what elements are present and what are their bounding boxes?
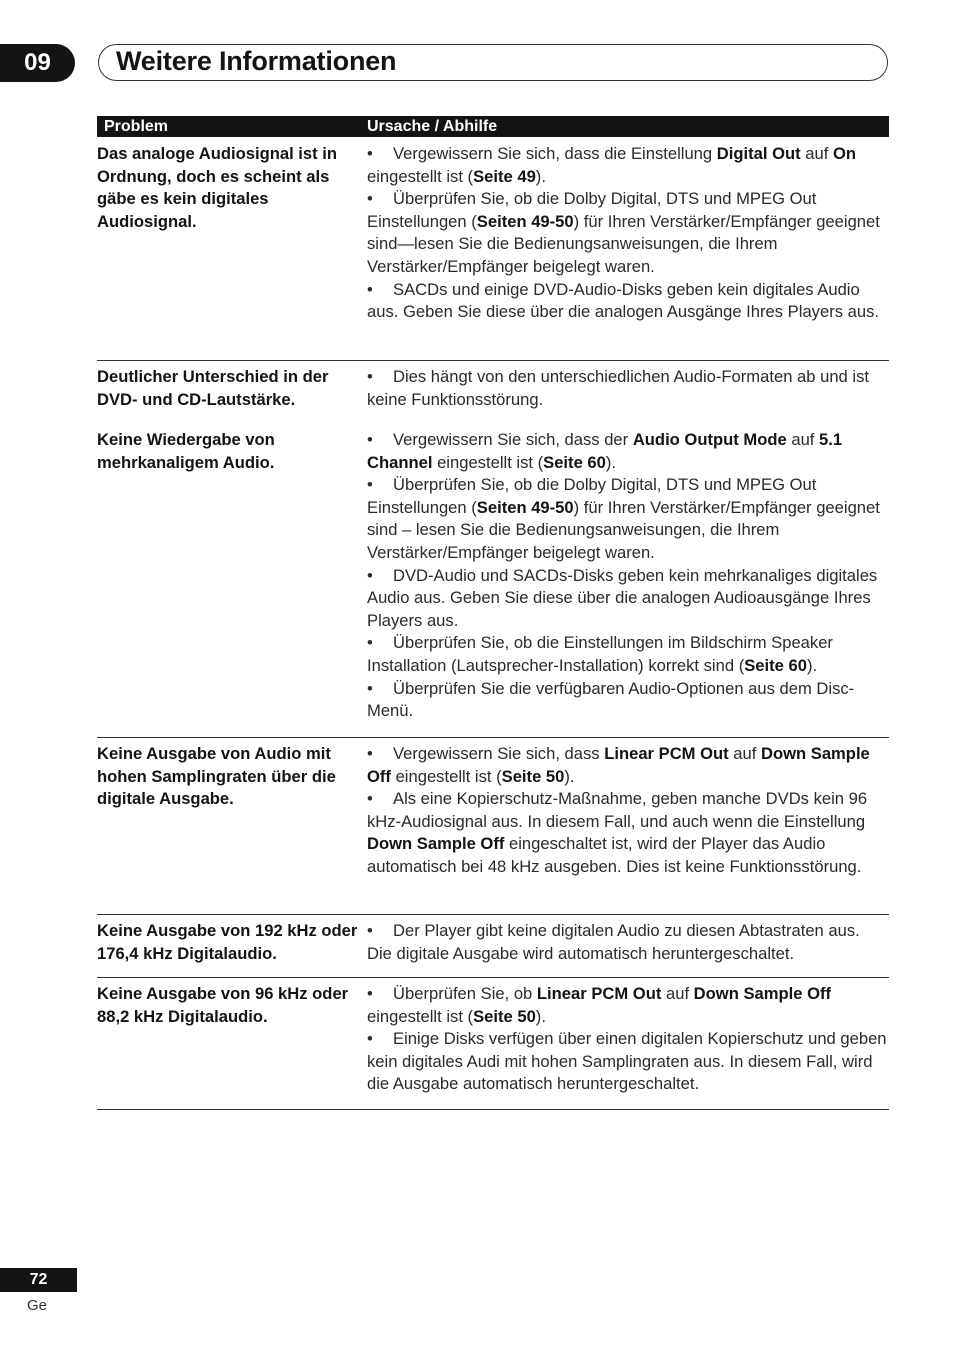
table-row [97,366,889,426]
remedy-text [367,366,889,411]
remedy-text [367,143,889,324]
bullet-icon: • [367,921,373,940]
bullet-icon: • [367,475,373,495]
table-row [97,983,889,1110]
table-row [97,743,889,915]
language-code: Ge [27,1297,48,1314]
bullet-icon: • [367,744,373,763]
remedy-bullet: • Überprüfen Sie, ob die Dolby Digital, DTS und MPEG Out Einstellungen (Seiten 49-50) für Ihren Verstärker/Empfänger geeignet sind—lesen Sie die Bedienungsanweisungen, die Ihrem Verstärker/Empfänger beigelegt waren. [367,189,880,276]
remedy-bullet: • Vergewissern Sie sich, dass Linear PCM Out auf Down Sample Off eingestellt ist (Seite 50). [367,744,870,786]
bullet-icon: • [367,1029,373,1049]
problem-text: Keine Ausgabe von 96 kHz oder 88,2 kHz Digitalaudio. [97,984,349,1026]
bullet-icon: • [367,189,373,209]
bullet-icon: • [367,789,373,809]
page-number: 72 [0,1268,77,1292]
table-row [97,143,889,361]
table-header [97,116,889,137]
bullet-icon: • [367,367,373,386]
bullet-icon: • [367,678,373,698]
remedy-bullet: • Dies hängt von den unterschiedlichen Audio-Formaten ab und ist keine Funktionsstörung. [367,367,869,409]
problem-text: Keine Wiedergabe von mehrkanaligem Audio. [97,430,275,472]
remedy-bullet: • DVD-Audio und SACDs-Disks geben kein mehrkanaliges digitales Audio aus. Geben Sie diese über die analogen Audioausgänge Ihres Players aus. [367,565,878,630]
remedy-bullet: • SACDs und einige DVD-Audio-Disks geben kein digitales Audio aus. Geben Sie diese über die analogen Ausgänge Ihres Players aus. [367,279,879,322]
column-header-problem: Problem [104,118,169,135]
bullet-icon: • [367,279,373,299]
remedy-bullet: • Vergewissern Sie sich, dass der Audio Output Mode auf 5.1 Channel eingestellt ist (Seite 60). [367,430,843,472]
remedy-bullet: • Vergewissern Sie sich, dass die Einstellung Digital Out auf On eingestellt ist (Seite 49). [367,144,856,186]
remedy-bullet: • Als eine Kopierschutz-Maßnahme, geben manche DVDs kein 96 kHz-Audiosignal aus. In diesem Fall, und auch wenn die Einstellung Down Sample Off eingeschaltet ist, wird der Player das Audio automatisch bei 48 kHz ausgeben. Dies ist keine Funktionsstörung. [367,789,868,876]
remedy-text [367,429,889,723]
remedy-text [367,920,889,965]
remedy-text [367,743,889,879]
bullet-icon: • [367,984,373,1003]
chapter-number-badge: 09 [0,44,75,82]
column-header-cause: Ursache / Abhilfe [367,118,498,135]
chapter-title: Weitere Informationen [116,46,397,76]
problem-text: Keine Ausgabe von 192 kHz oder 176,4 kHz Digitalaudio. [97,921,358,963]
remedy-bullet: • Überprüfen Sie, ob die Dolby Digital, DTS und MPEG Out Einstellungen (Seiten 49-50) für Ihren Verstärker/Empfänger geeignet sind – lesen Sie die Bedienungsanweisungen, die Ihrem Verstärker/Empfänger beigelegt waren. [367,475,880,562]
remedy-bullet: • Überprüfen Sie, ob die Einstellungen im Bildschirm Speaker Installation (Lautsprecher-Installation) korrekt sind (Seite 60). [367,633,833,675]
table-row [97,429,889,738]
remedy-bullet: • Überprüfen Sie die verfügbaren Audio-Optionen aus dem Disc-Menü. [367,678,855,721]
remedy-bullet: • Der Player gibt keine digitalen Audio zu diesen Abtastraten aus. Die digitale Ausgabe wird automatisch heruntergeschaltet. [367,921,860,963]
bullet-icon: • [367,144,373,163]
problem-text: Deutlicher Unterschied in der DVD- und CD-Lautstärke. [97,367,329,409]
problem-text: Das analoge Audiosignal ist in Ordnung, doch es scheint als gäbe es kein digitales Audiosignal. [97,144,338,231]
problem-text: Keine Ausgabe von Audio mit hohen Samplingraten über die digitale Ausgabe. [97,744,336,809]
bullet-icon: • [367,633,373,653]
bullet-icon: • [367,430,373,449]
bullet-icon: • [367,565,373,585]
remedy-text [367,983,889,1096]
remedy-bullet: • Einige Disks verfügen über einen digitalen Kopierschutz und geben kein digitales Audi mit hohen Samplingraten aus. In diesem Fall, wird die Ausgabe automatisch heruntergeschaltet. [367,1029,887,1094]
remedy-bullet: • Überprüfen Sie, ob Linear PCM Out auf Down Sample Off eingestellt ist (Seite 50). [367,984,832,1026]
table-row [97,920,889,978]
